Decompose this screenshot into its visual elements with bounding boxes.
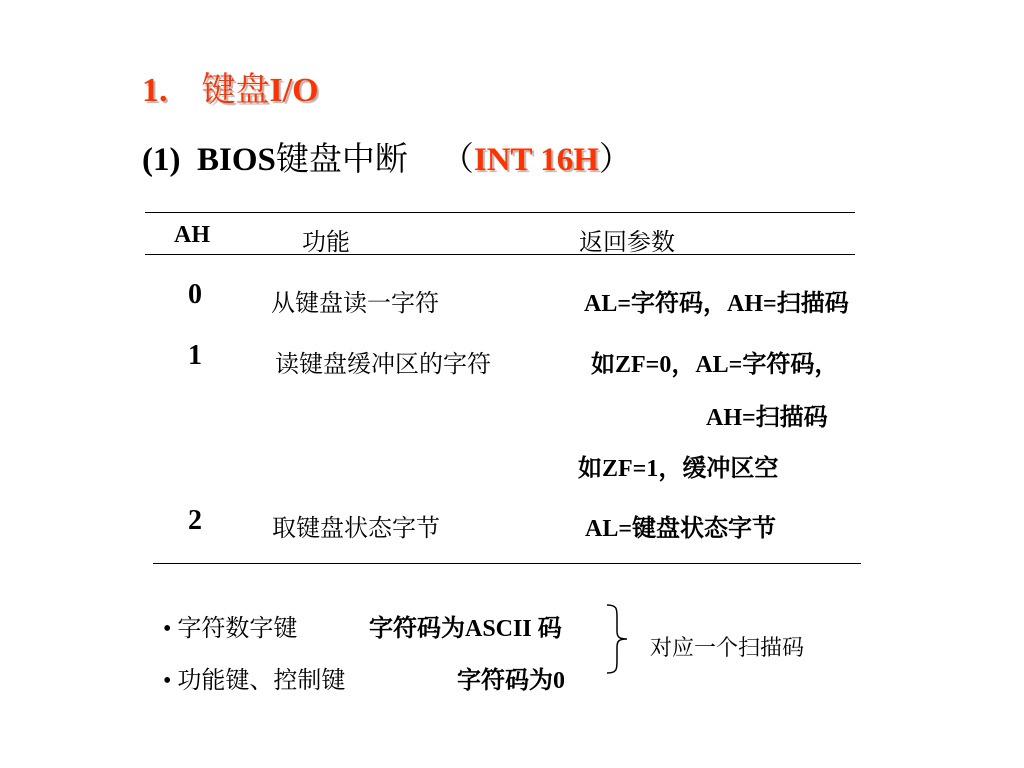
table-row-2-return: AL=键盘状态字节	[585, 516, 777, 542]
section-heading	[142, 62, 319, 111]
note-item-2-key: 功能键、控制键	[177, 666, 346, 694]
note-item-1-key: 字符数字键	[177, 614, 298, 642]
brace-label: 对应一个扫描码	[650, 636, 805, 661]
subheading	[142, 133, 632, 180]
table-top-rule	[145, 212, 855, 213]
table-row-1-return-line-2: AH=扫描码	[706, 405, 828, 431]
table-row-2-function: 取键盘状态字节	[272, 514, 440, 542]
table-row-1-function: 读键盘缓冲区的字符	[275, 350, 491, 378]
subheading-open-paren: （	[440, 139, 474, 178]
table-row-1-return-line-3: 如ZF=1，缓冲区空	[578, 456, 779, 482]
subheading-close-paren: ）	[598, 139, 632, 178]
heading-label-cjk: 键盘	[201, 70, 270, 110]
heading-number: 1.	[142, 72, 168, 109]
table-row-0-function: 从键盘读一字符	[271, 289, 439, 317]
table-bottom-rule	[153, 563, 861, 564]
note-item-2-desc: 字符码为0	[457, 668, 565, 694]
table-row-1-ah: 1	[188, 340, 202, 371]
subheading-interrupt: INT 16H	[473, 142, 599, 178]
bullet-icon: •	[163, 668, 172, 694]
table-row-0-return: AL=字符码，AH=扫描码	[584, 291, 849, 317]
table-header-rule	[145, 254, 855, 255]
subheading-label-cjk: 键盘中断	[275, 139, 408, 178]
table-header-return: 返回参数	[579, 228, 675, 256]
table-row-2-ah: 2	[188, 505, 202, 536]
bullet-icon: •	[163, 616, 172, 642]
table-row-0-ah: 0	[188, 279, 202, 310]
table-header-ah: AH	[174, 222, 210, 248]
right-brace-icon	[605, 603, 631, 675]
note-item-2	[163, 660, 345, 695]
table-row-1-return-line-1: 如ZF=0，AL=字符码，	[591, 352, 839, 378]
note-item-1	[163, 608, 297, 643]
table-header-function: 功能	[302, 228, 350, 256]
subheading-prefix: (1)	[142, 142, 181, 178]
note-item-1-desc: 字符码为ASCII 码	[369, 616, 562, 642]
heading-label-latin: I/O	[269, 72, 319, 109]
subheading-bios: BIOS	[196, 142, 276, 178]
